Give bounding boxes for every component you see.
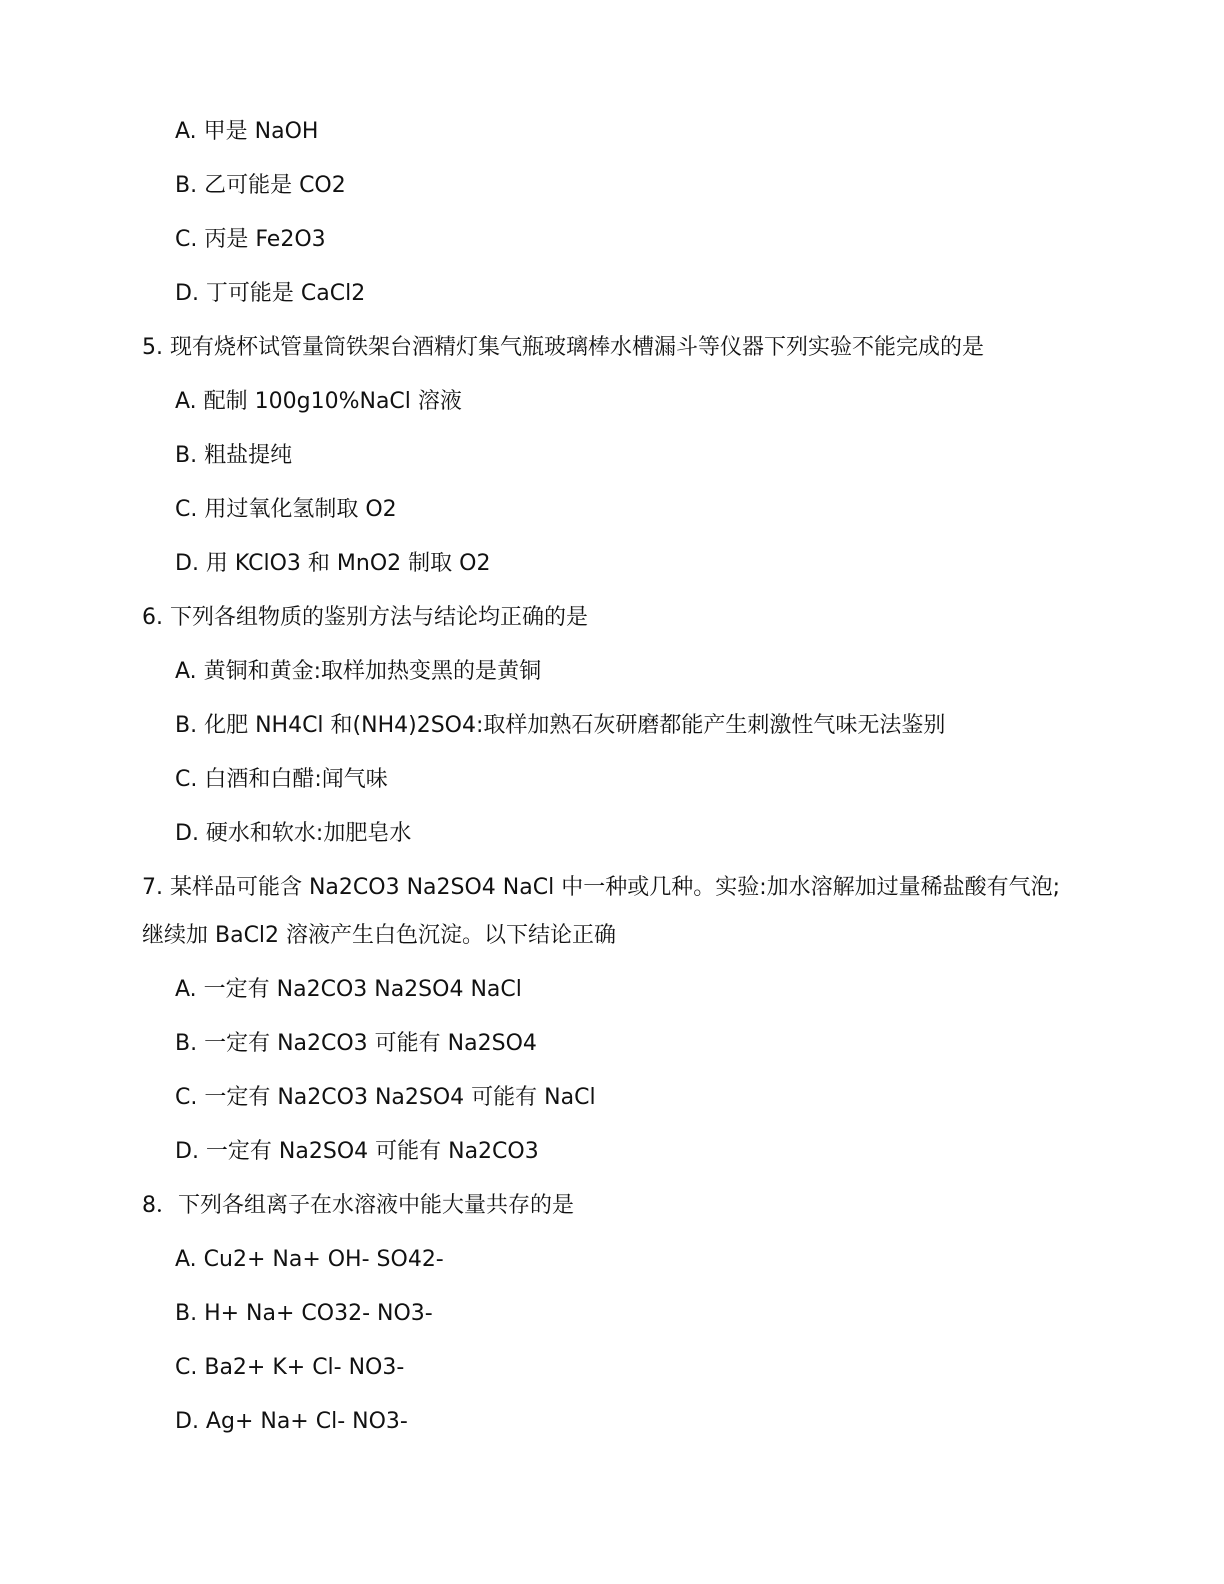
option-line: A. Cu2+ Na+ OH- SO42-	[175, 1247, 444, 1272]
option-line: C. 丙是 Fe2O3	[175, 227, 326, 252]
option-line: B. 化肥 NH4Cl 和(NH4)2SO4:取样加熟石灰研磨都能产生刺激性气味无法鉴别	[175, 713, 946, 738]
option-line: D. 一定有 Na2SO4 可能有 Na2CO3	[175, 1139, 539, 1164]
option-line: B. 粗盐提纯	[175, 443, 293, 468]
option-line: A. 黄铜和黄金:取样加热变黑的是黄铜	[175, 659, 542, 684]
option-line: A. 配制 100g10%NaCl 溶液	[175, 389, 462, 414]
option-line: B. H+ Na+ CO32- NO3-	[175, 1301, 433, 1326]
question-line: 6. 下列各组物质的鉴别方法与结论均正确的是	[142, 605, 588, 630]
option-line: D. 丁可能是 CaCl2	[175, 281, 366, 306]
option-line: B. 乙可能是 CO2	[175, 173, 346, 198]
question-line: 8．下列各组离子在水溶液中能大量共存的是	[142, 1193, 574, 1218]
option-line: B. 一定有 Na2CO3 可能有 Na2SO4	[175, 1031, 537, 1056]
option-line: A. 甲是 NaOH	[175, 119, 319, 144]
option-line: D. 硬水和软水:加肥皂水	[175, 821, 412, 846]
option-line: D. 用 KClO3 和 MnO2 制取 O2	[175, 551, 491, 576]
question-line: 7. 某样品可能含 Na2CO3 Na2SO4 NaCl 中一种或几种。实验:加水溶解加过量稀盐酸有气泡;	[142, 875, 1061, 900]
question-line: 5. 现有烧杯试管量筒铁架台酒精灯集气瓶玻璃棒水槽漏斗等仪器下列实验不能完成的是	[142, 335, 984, 360]
option-line: C. 用过氧化氢制取 O2	[175, 497, 397, 522]
question-line-continued: 继续加 BaCl2 溶液产生白色沉淀。以下结论正确	[142, 923, 617, 948]
option-line: D. Ag+ Na+ Cl- NO3-	[175, 1409, 408, 1434]
option-line: A. 一定有 Na2CO3 Na2SO4 NaCl	[175, 977, 522, 1002]
option-line: C. 一定有 Na2CO3 Na2SO4 可能有 NaCl	[175, 1085, 596, 1110]
option-line: C. Ba2+ K+ Cl- NO3-	[175, 1355, 405, 1380]
option-line: C. 白酒和白醋:闻气味	[175, 767, 388, 792]
